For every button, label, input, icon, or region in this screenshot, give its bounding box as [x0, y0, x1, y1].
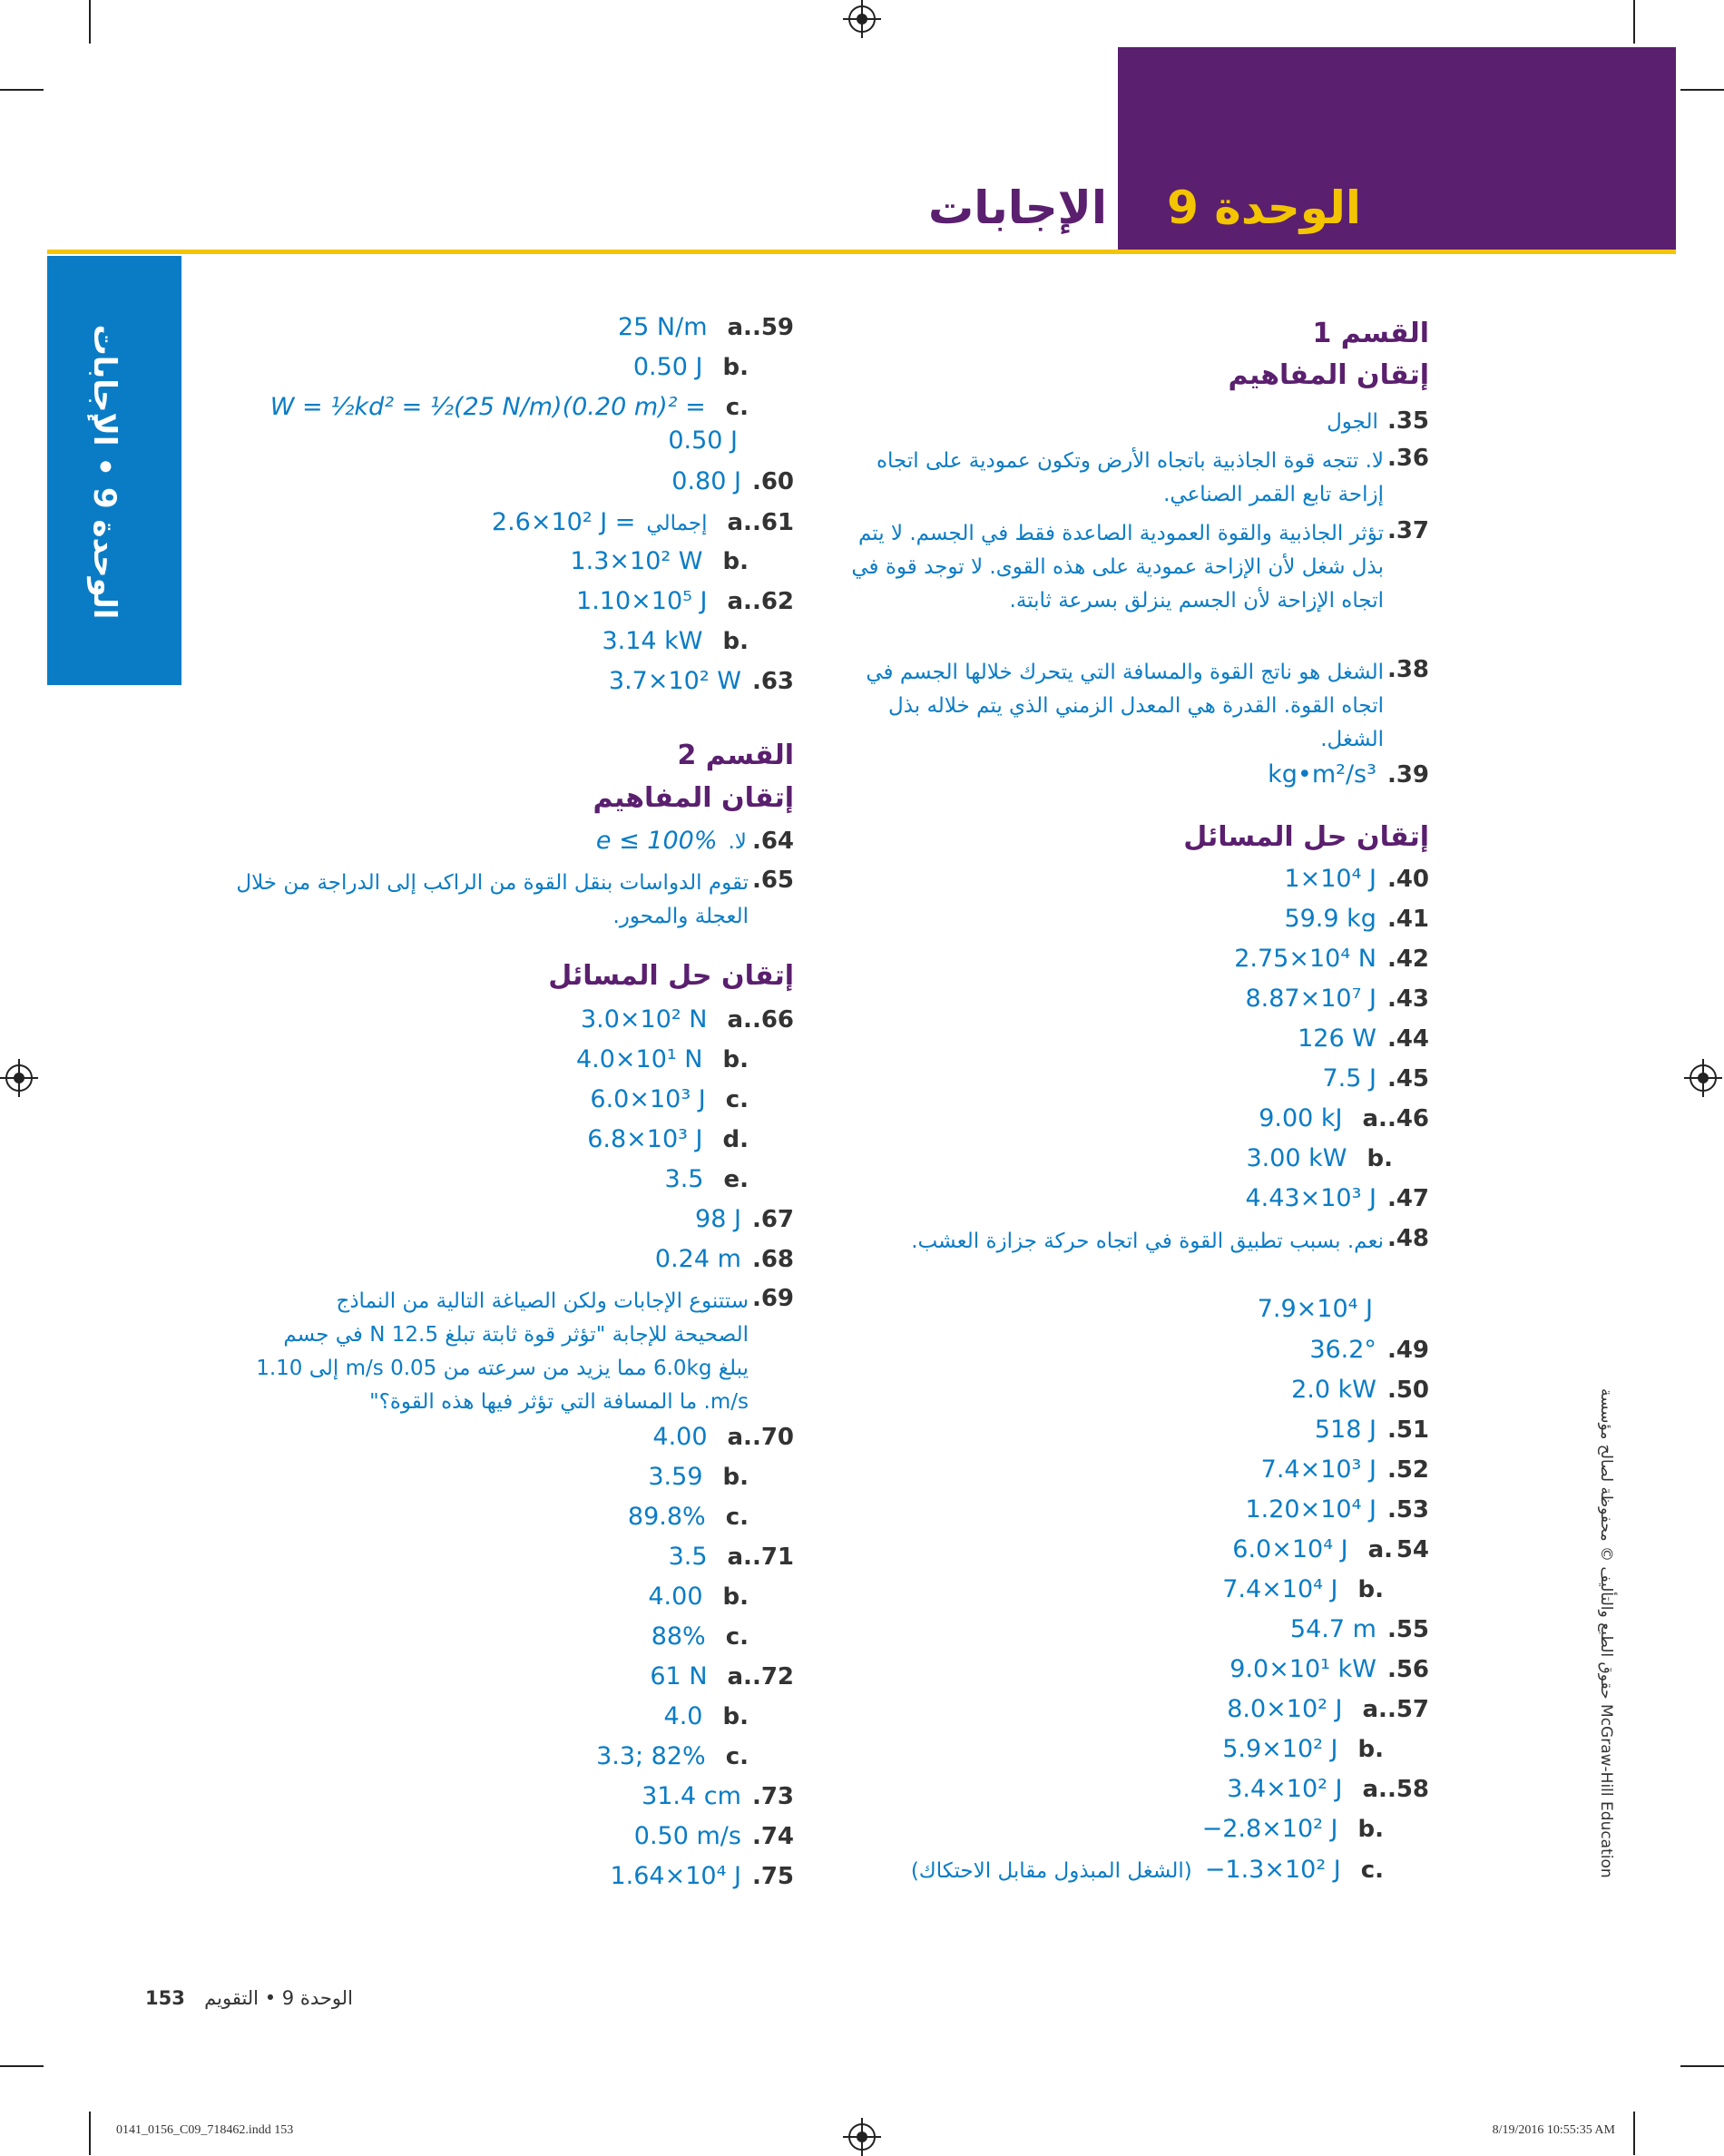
answer-46a: .46 a. 9.00 kJ: [1259, 1104, 1429, 1132]
answer-65: .65 تقوم الدواسات بنقل القوة من الراكب إلى الدراجة من خلال العجلة والمحور.: [236, 867, 794, 928]
answer-66a: .66 a. 3.0×10² N: [580, 1005, 794, 1034]
footer-unit: الوحدة 9 • التقويم: [204, 1987, 353, 2009]
answer-55: .55 54.7 m: [1289, 1615, 1429, 1643]
answer-58c: c. −1.3×10² J (الشغل المبذول مقابل الاحتكاك): [910, 1856, 1384, 1884]
page-footer: [145, 1987, 454, 2009]
answer-52: .52 7.4×10³ J: [1260, 1455, 1429, 1484]
page-number: 153: [145, 1987, 185, 2009]
unit-title: الوحدة 9: [1167, 181, 1361, 234]
answer-62b: b. 3.14 kW: [602, 627, 749, 655]
answer-50: .50 2.0 kW: [1291, 1376, 1429, 1404]
section-1-problems-title: إتقان حل المسائل: [1183, 821, 1429, 853]
print-slug-file: 0141_0156_C09_718462.indd 153: [116, 2123, 294, 2137]
answer-59a: .59 a. 25 N/m: [617, 313, 794, 341]
answer-69: .69 ستتنوع الإجابات ولكن الصياغة التالية من النماذج الصحيحة للإجابة "تؤثر قوة ثابتة تبلغ 12.5 N في جسم يبلغ 6.0kg مما يزيد من سرعته من 0.05 m/s إلى 1.10 m/s. ما المسافة التي تؤثر فيها هذه القوة؟": [256, 1285, 794, 1414]
answer-42: .42 2.75×10⁴ N: [1234, 945, 1429, 973]
answer-60: .60 0.80 J: [671, 467, 794, 495]
answer-45: .45 7.5 J: [1322, 1064, 1429, 1093]
answer-37: .37 تؤثر الجاذبية والقوة العمودية الصاعدة فقط في الجسم. لا يتم بذل شغل لأن الإزاحة عمودية على هذه القوى. لا توجد قوة في اتجاه الإزاحة لأن الجسم ينزلق بسرعة ثابتة.: [851, 517, 1429, 612]
answer-51: .51 518 J: [1314, 1416, 1429, 1444]
answer-70c: c. 89.8%: [627, 1503, 749, 1531]
answer-72c: c. 3.3; 82%: [596, 1742, 749, 1770]
answer-75: .75 1.64×10⁴ J: [610, 1862, 794, 1890]
answer-56: .56 9.0×10¹ kW: [1229, 1655, 1429, 1683]
answer-66c: c. 6.0×10³ J: [590, 1085, 749, 1113]
answer-38: .38 الشغل هو ناتج القوة والمسافة التي يتحرك خلالها الجسم في اتجاه القوة. القدرة هي المعدل الزمني الذي يتم خلاله بذل الشغل.: [866, 656, 1429, 751]
side-tab-label: الوحدة 9 • الإجابات: [86, 324, 122, 620]
section-1-concepts-title: إتقان المفاهيم: [1228, 359, 1429, 391]
answer-54a: 54 a. 6.0×10⁴ J: [1232, 1535, 1429, 1563]
answer-64: .64 لا. e ≤ 100%: [595, 827, 794, 855]
answer-74: .74 0.50 m/s: [633, 1822, 794, 1850]
answer-44: .44 126 W: [1298, 1024, 1429, 1053]
answer-49: .49 36.2°: [1309, 1336, 1429, 1364]
answers-title: الإجابات: [928, 181, 1107, 234]
publisher-note: حقوق الطبع والتأليف © محفوظة لصالح مؤسسة McGraw-Hill Education: [1597, 1388, 1615, 1878]
answer-59c-result: 0.50 J: [668, 426, 738, 455]
answer-43: .43 8.87×10⁷ J: [1245, 985, 1429, 1013]
answer-46b: b. 3.00 kW: [1246, 1144, 1393, 1172]
answer-72a: .72 a. 61 N: [650, 1662, 794, 1690]
answer-70b: b. 3.59: [648, 1463, 749, 1491]
answer-66b: b. 4.0×10¹ N: [575, 1045, 749, 1073]
answer-48: .48 نعم. بسبب تطبيق القوة في اتجاه حركة جزازة العشب.: [911, 1225, 1429, 1253]
answer-72b: b. 4.0: [663, 1702, 749, 1730]
section-1-title: القسم 1: [1312, 318, 1429, 349]
answer-36: .36 لا. تتجه قوة الجاذبية باتجاه الأرض وتكون عمودية على اتجاه إزاحة تابع القمر الصناعي.: [876, 445, 1429, 506]
answer-58a: .58 a. 3.4×10² J: [1227, 1775, 1429, 1803]
answer-47: .47 4.43×10³ J: [1245, 1184, 1429, 1212]
answer-57a: .57 a. 8.0×10² J: [1227, 1695, 1429, 1723]
answer-58b: b. −2.8×10² J: [1201, 1815, 1384, 1843]
answer-61a: .61 a. إجمالي 2.6×10² J =: [491, 508, 794, 536]
answer-71a: .71 a. 3.5: [668, 1543, 794, 1571]
registration-mark-bottom: [848, 2123, 876, 2151]
print-slug-date: 8/19/2016 10:55:35 AM: [1492, 2123, 1615, 2137]
answer-71c: c. 88%: [651, 1622, 749, 1651]
answer-39: .39 kg•m²/s³: [1268, 760, 1429, 789]
answer-71b: b. 4.00: [648, 1583, 749, 1611]
answer-61b: b. 1.3×10² W: [570, 547, 749, 575]
answer-66e: e. 3.5: [664, 1165, 749, 1193]
answer-63: .63 3.7×10² W: [608, 667, 794, 695]
section-2-title: القسم 2: [677, 740, 794, 771]
answer-48-value: 7.9×10⁴ J: [1257, 1295, 1373, 1323]
registration-mark-left: [5, 1064, 33, 1092]
answer-57b: b. 5.9×10² J: [1222, 1735, 1384, 1763]
registration-mark-right: [1690, 1064, 1717, 1092]
registration-mark-top: [848, 5, 876, 33]
answer-35: .35 الجول: [1327, 407, 1429, 435]
answer-67: .67 98 J: [695, 1205, 794, 1233]
answer-59c: c. W = ½kd² = ½(25 N/m)(0.20 m)² =: [269, 393, 749, 421]
answer-59b: b. 0.50 J: [632, 353, 749, 381]
section-2-concepts-title: إتقان المفاهيم: [593, 782, 794, 814]
answer-53: .53 1.20×10⁴ J: [1245, 1495, 1429, 1524]
section-2-problems-title: إتقان حل المسائل: [548, 960, 794, 992]
answer-62a: .62 a. 1.10×10⁵ J: [576, 587, 794, 615]
answer-54b: b. 7.4×10⁴ J: [1222, 1575, 1384, 1603]
answer-68: .68 0.24 m: [654, 1245, 794, 1273]
answer-73: .73 31.4 cm: [642, 1782, 794, 1810]
answer-40: .40 1×10⁴ J: [1284, 865, 1429, 893]
answer-66d: d. 6.8×10³ J: [587, 1125, 749, 1153]
answer-41: .41 59.9 kg: [1284, 905, 1429, 933]
answer-70a: .70 a. 4.00: [652, 1423, 794, 1451]
header-rule: [47, 250, 1676, 254]
